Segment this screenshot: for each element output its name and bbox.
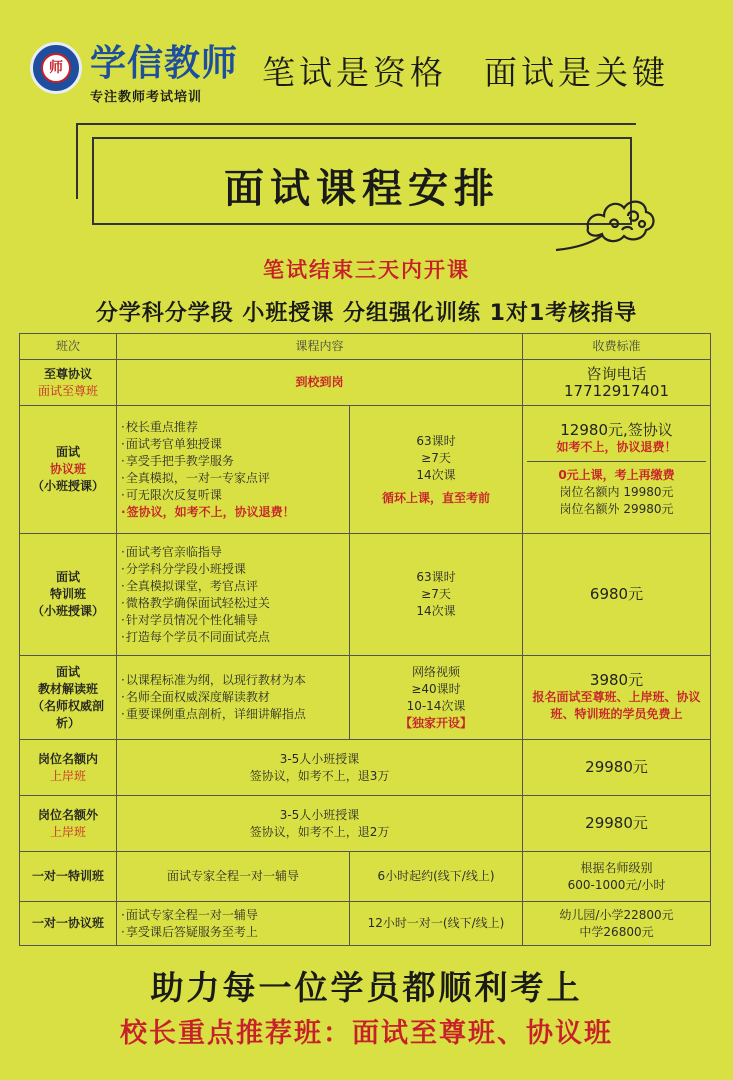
class-cell — [20, 796, 117, 852]
fee-cell: 6980元 — [523, 534, 711, 656]
phone-number: 17712917401 — [564, 381, 669, 400]
content-line: 签协议，如考不上，退3万 — [249, 768, 390, 783]
content-line: 3-5人小班授课 — [279, 807, 360, 822]
brand-subtitle: 专注教师考试培训 — [90, 90, 203, 105]
class-name-note: （小班授课） — [31, 479, 104, 493]
fee-top — [527, 417, 706, 462]
fee-bottom — [527, 462, 706, 523]
content-line: 签协议，如考不上，退2万 — [249, 824, 390, 839]
list-item: · 享受手把手教学服务 — [121, 453, 345, 470]
footer-headline: 助力每一位学员都顺利考上 — [150, 968, 583, 1007]
fee-line: 600-1000元/小时 — [567, 877, 666, 892]
list-item: · 可无限次反复听课 — [121, 487, 345, 504]
days: ≥7天 — [421, 450, 451, 465]
content-cell — [117, 656, 350, 740]
class-name: 岗位名额内 — [37, 751, 98, 766]
fee-outside: 岗位名额外 29980元 — [559, 501, 674, 516]
list-item: · 重要课例重点剖析，详细讲解指点 — [121, 706, 345, 723]
list-item: · 分学科分学段小班授课 — [121, 561, 345, 578]
list-item: · 面试考官亲临指导 — [121, 544, 345, 561]
brand-name: 学信教师 — [90, 43, 239, 84]
table-row — [20, 902, 711, 946]
class-name: 岗位名额外 — [37, 807, 98, 822]
list-item: · 签协议，如考不上，协议退费！ — [121, 504, 345, 521]
class-name-sub: 教材解读班 — [37, 681, 98, 696]
list-item: · 全真模拟，一对一专家点评 — [121, 470, 345, 487]
list-item: · 微格教学确保面试轻松过关 — [121, 595, 345, 612]
header — [0, 0, 733, 115]
times: 10-14次课 — [406, 698, 466, 713]
list-item: · 享受课后答疑服务至考上 — [121, 924, 345, 941]
hours-cell — [350, 534, 523, 656]
table-row — [20, 852, 711, 902]
fee-cell: 29980元 — [523, 740, 711, 796]
content-cell: 面试专家全程一对一辅导 — [117, 852, 350, 902]
hours-cell — [350, 656, 523, 740]
feature-list — [121, 419, 345, 521]
header-class: 班次 — [20, 334, 117, 360]
fee-cell — [523, 852, 711, 902]
fee-price: 3980元 — [589, 671, 644, 689]
feature-list — [121, 544, 345, 646]
fee-cell — [523, 360, 711, 406]
list-item: · 打造每个学员不同面试亮点 — [121, 629, 345, 646]
table-row — [20, 406, 711, 534]
slogan: 笔试是资格 面试是关键 — [262, 53, 669, 92]
hours: ≥40课时 — [411, 681, 461, 696]
fee-promo: 0元上课，考上再缴费 — [558, 467, 675, 482]
fee-refund-note: 如考不上，协议退费！ — [556, 439, 677, 454]
hours-note: 循环上课，直至考前 — [382, 490, 491, 505]
class-name-sub: 面试至尊班 — [37, 383, 98, 398]
class-name-sub: 上岸班 — [49, 824, 86, 839]
features-line: 分学科分学段 小班授课 分组强化训练 1对1考核指导 — [95, 301, 638, 326]
hours-format: 网络视频 — [412, 664, 461, 679]
class-cell — [20, 740, 117, 796]
header-fee: 收费标准 — [523, 334, 711, 360]
class-cell — [20, 406, 117, 534]
class-name-note: （小班授课） — [31, 604, 104, 618]
list-item: · 校长重点推荐 — [121, 419, 345, 436]
hours-note: 【独家开设】 — [400, 715, 473, 730]
hours: 63课时 — [416, 570, 456, 584]
fee-cell — [523, 406, 711, 534]
header-content: 课程内容 — [117, 334, 523, 360]
class-name: 至尊协议 — [43, 366, 92, 381]
content-cell — [117, 740, 523, 796]
fee-cell — [523, 902, 711, 946]
content-cell — [117, 406, 350, 534]
table-row — [20, 534, 711, 656]
class-cell: 一对一特训班 — [20, 852, 117, 902]
hours-cell — [350, 406, 523, 534]
start-notice: 笔试结束三天内开课 — [263, 258, 470, 282]
feature-list — [121, 907, 345, 941]
table-row — [20, 360, 711, 406]
cloud-ornament-icon — [548, 180, 658, 255]
hours-cell: 6小时起约(线下/线上) — [350, 852, 523, 902]
hours-cell: 12小时一对一(线下/线上) — [350, 902, 523, 946]
content-cell — [117, 534, 350, 656]
class-cell — [20, 534, 117, 656]
table-row — [20, 740, 711, 796]
list-item: · 名师全面权威深度解读教材 — [121, 689, 345, 706]
fee-line: 中学26800元 — [579, 924, 654, 939]
list-item: · 面试考官单独授课 — [121, 436, 345, 453]
class-cell: 一对一协议班 — [20, 902, 117, 946]
fee-cell: 29980元 — [523, 796, 711, 852]
fee-label: 咨询电话 — [586, 364, 647, 383]
fee-inside: 岗位名额内 19980元 — [559, 484, 674, 499]
content-cell — [117, 902, 350, 946]
logo-mark: 师 — [41, 53, 71, 83]
table-header-row — [20, 334, 711, 360]
table-row — [20, 656, 711, 740]
list-item: · 针对学员情况个性化辅导 — [121, 612, 345, 629]
table-row — [20, 796, 711, 852]
times: 14次课 — [416, 467, 456, 482]
list-item: · 以课程标准为纲，以现行教材为本 — [121, 672, 345, 689]
class-name: 面试 — [55, 445, 80, 459]
class-name-sub: 特训班 — [49, 587, 86, 601]
footer-recommend: 校长重点推荐班：面试至尊班、协议班 — [120, 1018, 613, 1049]
class-name-sub: 协议班 — [49, 462, 86, 476]
class-name-note: （名师权威剖析） — [31, 698, 104, 730]
content-cell: 到校到岗 — [117, 360, 523, 406]
class-cell — [20, 360, 117, 406]
course-schedule-table — [19, 333, 711, 946]
fee-line: 根据名师级别 — [580, 860, 653, 875]
times: 14次课 — [416, 604, 456, 618]
fee-cell — [523, 656, 711, 740]
feature-list — [121, 672, 345, 723]
class-name-sub: 上岸班 — [49, 768, 86, 783]
class-name: 面试 — [55, 664, 80, 679]
hours: 63课时 — [416, 433, 456, 448]
fee-note: 报名面试至尊班、上岸班、协议班、特训班的学员免费上 — [532, 690, 701, 721]
content-line: 3-5人小班授课 — [279, 751, 360, 766]
days: ≥7天 — [421, 587, 451, 601]
fee-line: 幼儿园/小学22800元 — [559, 907, 674, 922]
class-cell — [20, 656, 117, 740]
list-item: · 面试专家全程一对一辅导 — [121, 907, 345, 924]
class-name: 面试 — [55, 570, 80, 584]
content-cell — [117, 796, 523, 852]
logo-emblem — [30, 42, 82, 94]
list-item: · 全真模拟课堂，考官点评 — [121, 578, 345, 595]
fee-price: 12980元,签协议 — [560, 420, 673, 439]
page-title: 面试课程安排 — [224, 165, 500, 212]
